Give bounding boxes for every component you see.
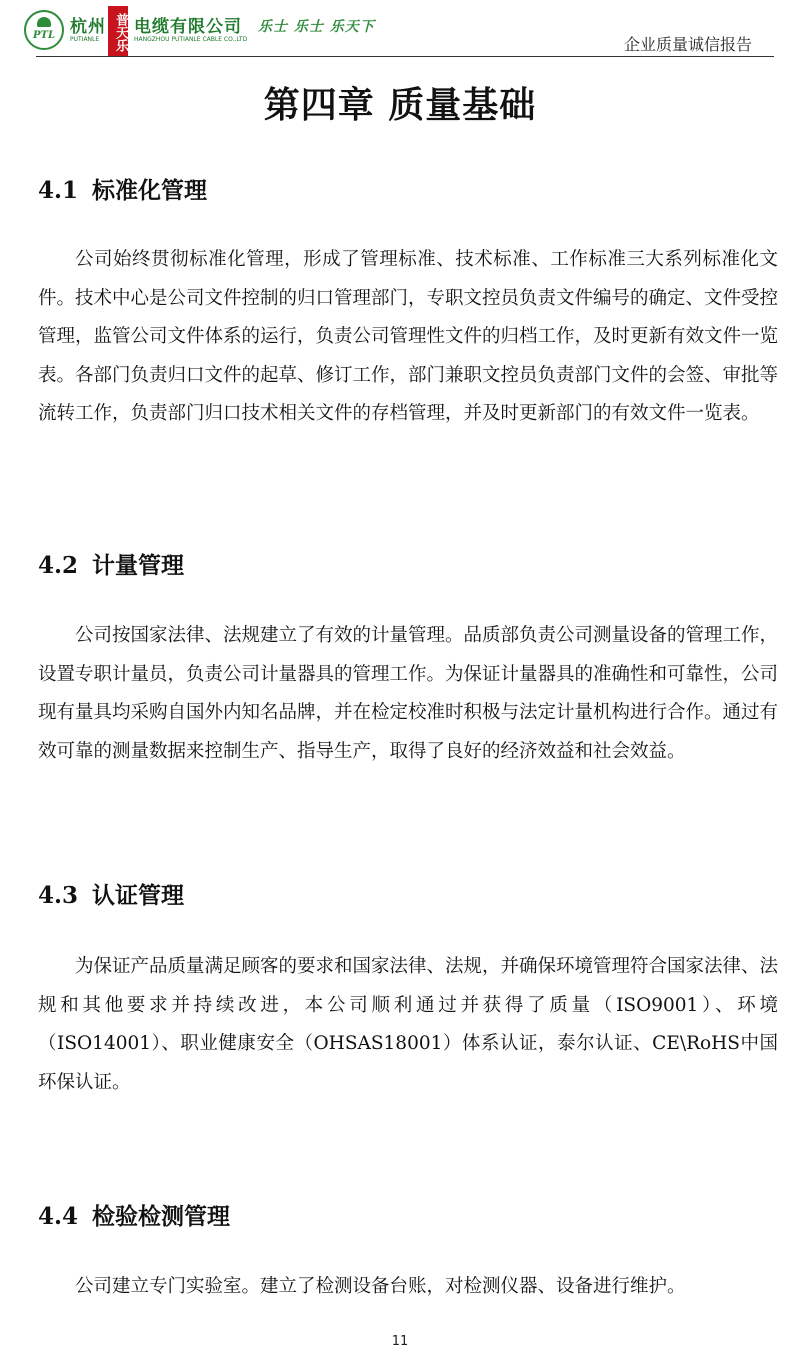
brand-english-left: PUTIANLE xyxy=(70,36,100,43)
section-heading-4-1 xyxy=(38,172,207,205)
brand-seal: 普天乐 xyxy=(108,6,128,56)
section-title: 认证管理 xyxy=(92,883,185,909)
section-number: 4.1 xyxy=(38,177,79,204)
section-body-4-3: 为保证产品质量满足顾客的要求和国家法律、法规，并确保环境管理符合国家法律、法规和其他要求并持续改进，本公司顺利通过并获得了质量（ISO9001）、环境（ISO14001）、职业健康安全（OHSAS18001）体系认证，泰尔认证、CE\RoHS中国环保认证。 xyxy=(38,956,779,1093)
brand-english-name: HANGZHOU PUTIANLE CABLE CO.,LTD xyxy=(134,36,248,43)
brand-name: 电缆有限公司 xyxy=(134,17,242,37)
section-number: 4.2 xyxy=(38,552,79,579)
section-body-4-1: 公司始终贯彻标准化管理，形成了管理标准、技术标准、工作标准三大系列标准化文件。技术中心是公司文件控制的归口管理部门，专职文控员负责文件编号的确定、文件受控管理，监管公司文件体系的运行，负责公司管理性文件的归档工作，及时更新有效文件一览表。各部门负责归口文件的起草、修订工作，部门兼职文控员负责部门文件的会签、审批等流转工作，负责部门归口技术相关文件的存档管理，并及时更新部门的有效文件一览表。 xyxy=(38,249,779,425)
leaf-icon xyxy=(37,17,51,27)
section-number: 4.3 xyxy=(38,882,79,909)
brand-city: 杭州 xyxy=(70,17,106,37)
logo-text: PTL xyxy=(33,30,55,41)
section-heading-4-4 xyxy=(38,1198,230,1231)
header-divider xyxy=(36,56,774,57)
section-heading-4-3 xyxy=(38,877,184,910)
brand-slogan: 乐士 乐士 乐天下 xyxy=(258,19,375,35)
section-body-4-4: 公司建立专门实验室。建立了检测设备台账，对检测仪器、设备进行维护。 xyxy=(75,1276,686,1297)
page-number: 11 xyxy=(391,1334,409,1349)
report-title: 企业质量诚信报告 xyxy=(623,35,752,54)
section-number: 4.4 xyxy=(38,1203,79,1230)
chapter-title: 第四章 质量基础 xyxy=(263,85,537,126)
company-logo xyxy=(24,10,64,50)
section-title: 检验检测管理 xyxy=(92,1204,231,1230)
page-header xyxy=(0,0,800,60)
section-title: 计量管理 xyxy=(92,553,185,579)
section-title: 标准化管理 xyxy=(92,178,208,204)
section-body-4-2: 公司按国家法律、法规建立了有效的计量管理。品质部负责公司测量设备的管理工作，设置专职计量员，负责公司计量器具的管理工作。为保证计量器具的准确性和可靠性，公司现有量具均采购自国外内知名品牌，并在检定校准时积极与法定计量机构进行合作。通过有效可靠的测量数据来控制生产、指导生产，取得了良好的经济效益和社会效益。 xyxy=(38,625,779,762)
section-heading-4-2 xyxy=(38,547,184,580)
